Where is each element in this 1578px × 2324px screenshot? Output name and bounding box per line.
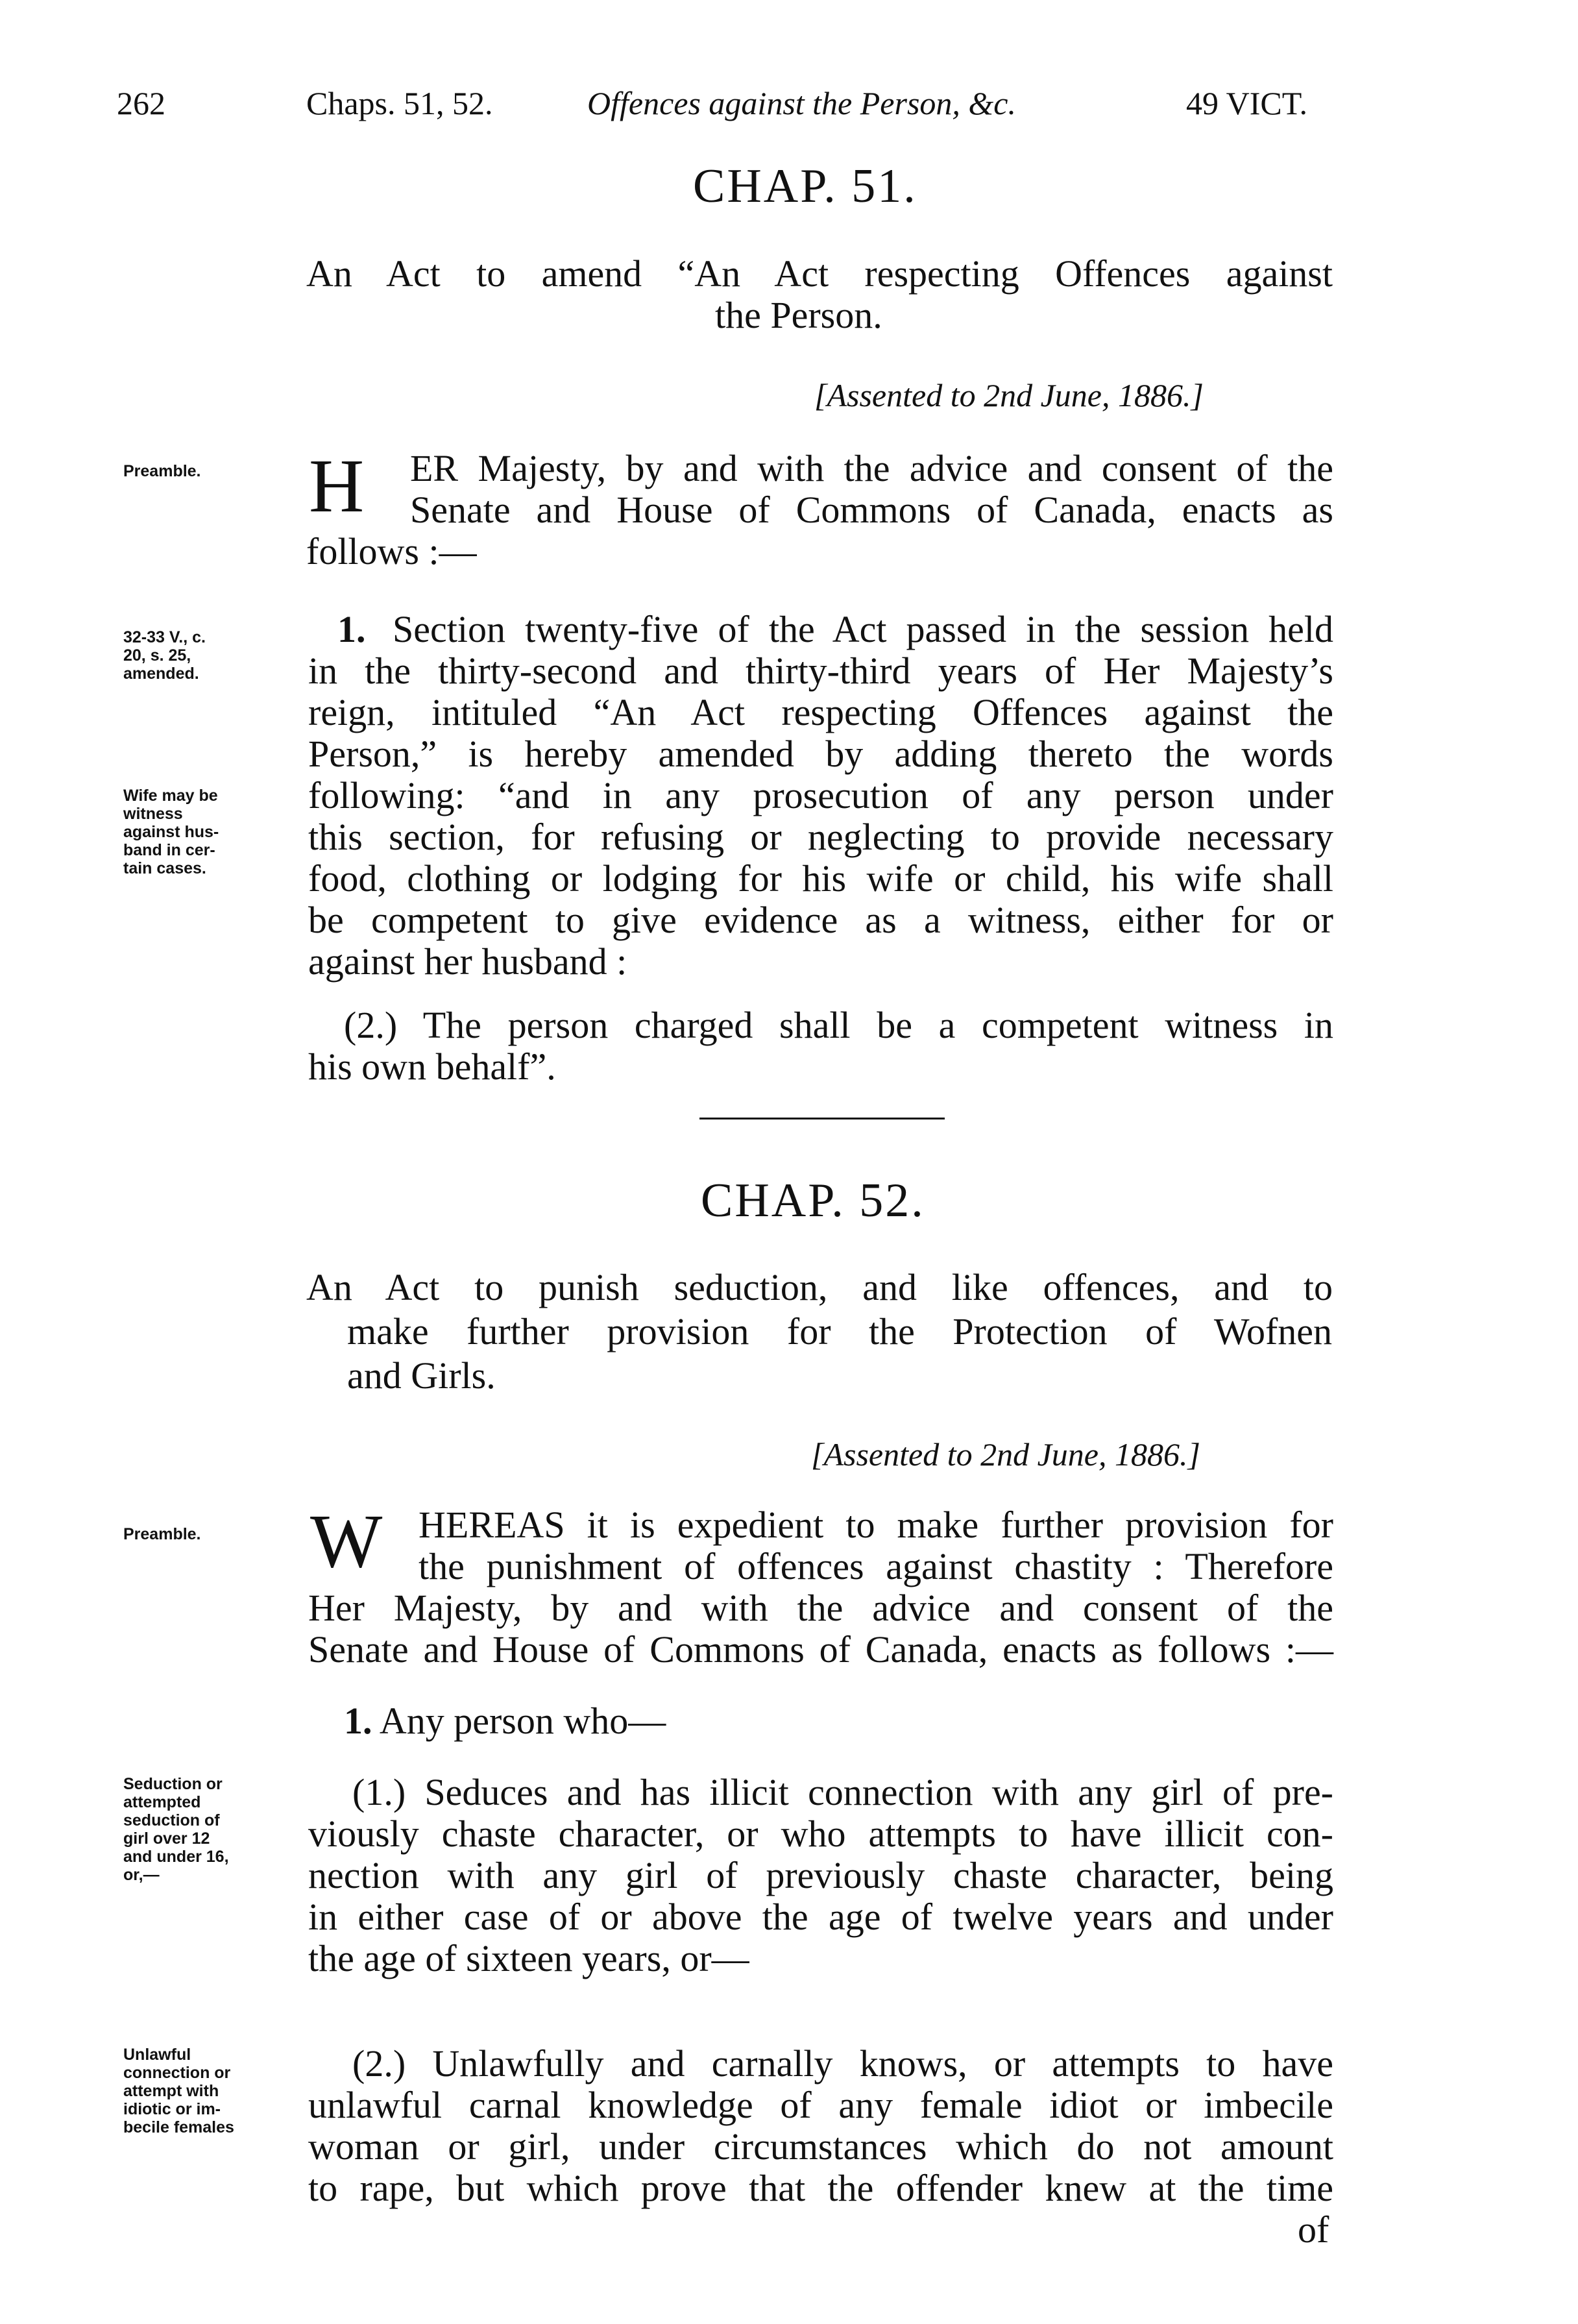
body-line: in the thirty-second and thirty-third years of Her Majesty’s [308, 650, 1333, 692]
chap-51-dropcap: H [309, 443, 365, 528]
chap-51-section-1 [308, 609, 1333, 983]
margin-line: Wife may be [123, 787, 218, 805]
body-line: food, clothing or lodging for his wife or child, his wife shall [308, 857, 1333, 899]
body-line: the age of sixteen years, or— [308, 1937, 749, 1979]
chap-51-preamble [410, 448, 1333, 531]
margin-line: attempt with [123, 2082, 219, 2100]
body-line: this section, for refusing or neglecting to provide necessary [308, 816, 1333, 858]
chap-52-preamble-bottom [308, 1587, 1333, 1670]
chap-52-title-line-3: and Girls. [347, 1354, 496, 1397]
body-line: viously chaste character, or who attempts to have illicit con- [308, 1813, 1333, 1855]
body-line: unlawful carnal knowledge of any female idiot or imbecile [308, 2084, 1333, 2126]
body-line: his own behalf”. [308, 1046, 556, 1088]
margin-line: seduction of [123, 1811, 220, 1829]
body-line: Section twenty-five of the Act passed in the session held [393, 608, 1333, 650]
margin-line: 32-33 V., c. [123, 628, 206, 646]
body-line: (2.) The person charged shall be a competent witness in [344, 1004, 1333, 1046]
chap-51-s1-margin [123, 628, 311, 683]
margin-line: becile females [123, 2118, 234, 2136]
chap-52-heading: CHAP. 52. [701, 1174, 925, 1227]
chap-52-paragraph-2 [308, 2043, 1333, 2209]
margin-line: witness [123, 805, 183, 823]
catchword: of [1298, 2208, 1329, 2251]
margin-line: tain cases. [123, 859, 206, 877]
chap-52-section-1 [344, 1700, 666, 1742]
chap-52-assent: [Assented to 2nd June, 1886.] [811, 1436, 1200, 1473]
chap-51-wife-margin [123, 787, 311, 877]
page-number: 262 [117, 85, 165, 121]
body-line: (1.) Seduces and has illicit connection with any girl of pre- [352, 1771, 1333, 1813]
margin-line: connection or [123, 2064, 231, 2082]
chap-51-preamble-margin: Preamble. [123, 462, 201, 480]
body-line: against her husband : [308, 940, 627, 983]
margin-line: Seduction or [123, 1775, 223, 1793]
preamble-line: Her Majesty, by and with the advice and consent of the [308, 1587, 1333, 1629]
chap-52-title-line-2: make further provision for the Protection of Wofnen [347, 1310, 1332, 1352]
margin-line: Unlawful [123, 2046, 191, 2064]
section-divider [699, 1118, 945, 1119]
section-number: 1. [344, 1700, 372, 1742]
chap-52-preamble-top [386, 1504, 1333, 1587]
body-line: in either case of or above the age of twelve years and under [308, 1896, 1333, 1938]
chap-51-title-line-1: An Act to amend “An Act respecting Offences against [306, 252, 1333, 295]
chap-52-p1-margin [123, 1775, 311, 1884]
margin-line: 20, s. 25, [123, 646, 191, 665]
chap-52-preamble-margin: Preamble. [123, 1525, 201, 1543]
margin-line: idiotic or im- [123, 2100, 221, 2118]
margin-line: and under 16, [123, 1848, 229, 1866]
body-line: Any person who— [379, 1700, 666, 1742]
running-title: Offences against the Person, &c. [587, 85, 1016, 121]
margin-line: amended. [123, 665, 199, 683]
body-line: following: “and in any prosecution of any person under [308, 774, 1333, 816]
body-line: (2.) Unlawfully and carnally knows, or attempts to have [352, 2042, 1333, 2085]
body-line: be competent to give evidence as a witness, either for or [308, 899, 1333, 941]
preamble-line: follows :— [306, 530, 477, 572]
chap-51-title-line-2: the Person. [715, 294, 882, 336]
chap-51-heading: CHAP. 51. [693, 160, 917, 213]
body-line: woman or girl, under circumstances which do not amount [308, 2125, 1333, 2168]
chap-51-assent: [Assented to 2nd June, 1886.] [814, 377, 1204, 413]
preamble-line: HEREAS it is expedient to make further provision for [419, 1504, 1333, 1546]
margin-line: or,— [123, 1866, 160, 1884]
preamble-line: Senate and House of Commons of Canada, enacts as follows :— [308, 1628, 1333, 1670]
preamble-line: Senate and House of Commons of Canada, enacts as [410, 489, 1333, 531]
margin-line: attempted [123, 1793, 201, 1811]
body-line: reign, intituled “An Act respecting Offences against the [308, 691, 1333, 733]
section-number: 1. [337, 608, 366, 650]
body-line: to rape, but which prove that the offender knew at the time [308, 2167, 1333, 2209]
body-line: Person,” is hereby amended by adding thereto the words [308, 733, 1333, 775]
chap-52-dropcap: W [310, 1498, 383, 1584]
preamble-line: ER Majesty, by and with the advice and consent of the [410, 447, 1333, 489]
margin-line: girl over 12 [123, 1829, 210, 1848]
chap-52-p2-margin [123, 2046, 311, 2136]
margin-line: against hus- [123, 823, 219, 841]
header-chapters: Chaps. 51, 52. [306, 85, 493, 121]
chap-52-title-line-1: An Act to punish seduction, and like offences, and to [306, 1266, 1333, 1308]
margin-line: band in cer- [123, 841, 215, 859]
body-line: nection with any girl of previously chaste character, being [308, 1854, 1333, 1896]
regnal-year: 49 VICT. [1186, 85, 1308, 121]
chap-52-paragraph-1 [308, 1772, 1333, 1979]
chap-51-subsection-2 [308, 1005, 1333, 1088]
preamble-line: the punishment of offences against chastity : Therefore [419, 1545, 1333, 1587]
